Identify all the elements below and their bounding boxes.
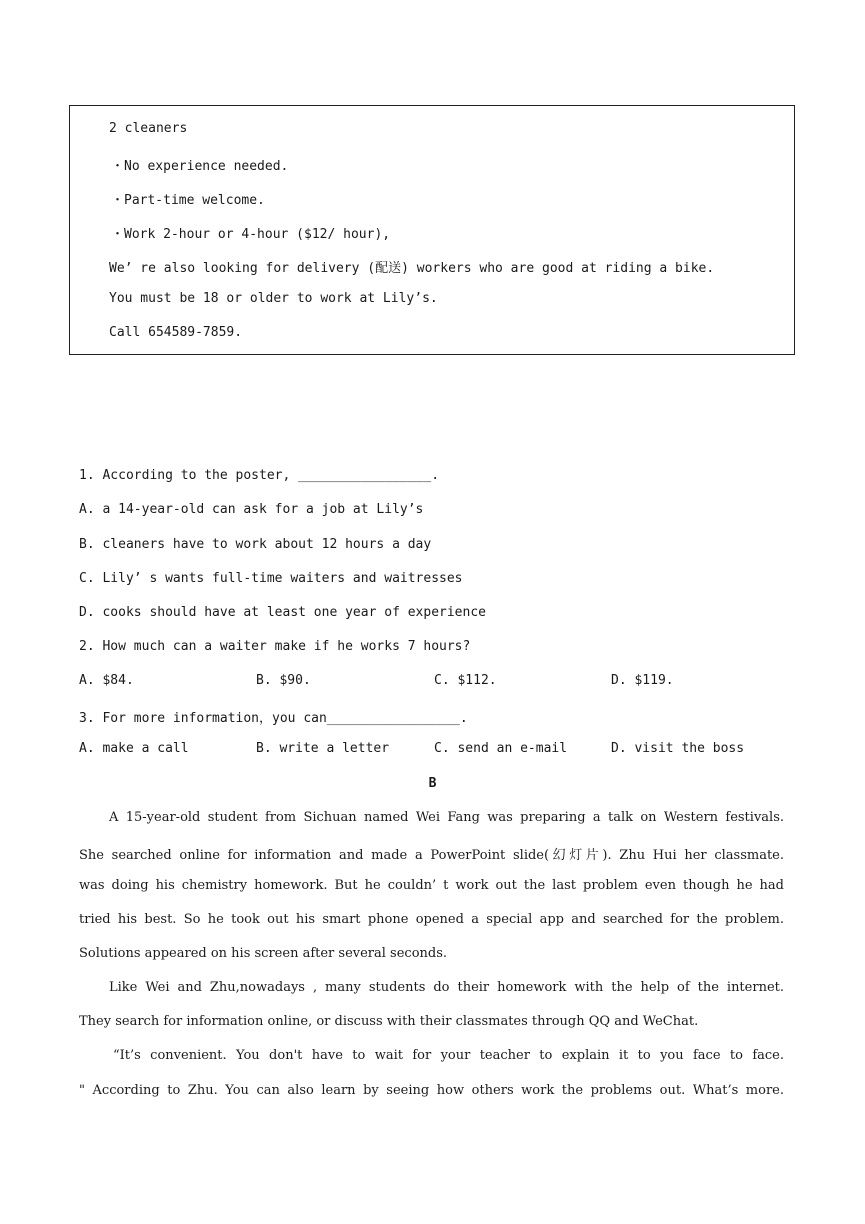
option-c: C. $112. [434,673,497,688]
passage-line: She searched online for information and made a PowerPoint slide(幻灯片). Zhu Hui her classmate. [79,848,784,863]
passage-line: They search for information online, or discuss with their classmates through QQ and WeChat. [79,1014,699,1029]
option-a: A. a 14-year-old can ask for a job at Lily’s [79,502,424,517]
option-d: D. $119. [611,673,674,688]
poster-line-delivery: We’ re also looking for delivery (配送) workers who are good at riding a bike. [109,261,715,276]
poster-line-cleaners: 2 cleaners [109,121,188,136]
poster-line-part-time: ・Part-time welcome. [111,193,265,208]
option-a: A. $84. [79,673,134,688]
option-b: B. $90. [256,673,311,688]
poster-line-no-experience: ・No experience needed. [111,159,289,174]
option-a: A. make a call [79,741,189,756]
option-b: B. cleaners have to work about 12 hours a day [79,537,432,552]
option-d: D. visit the boss [611,741,745,756]
option-c: C. Lily’ s wants full-time waiters and waitresses [79,571,463,586]
option-d: D. cooks should have at least one year of experience [79,605,486,620]
poster-line-phone: Call 654589-7859. [109,325,243,340]
poster-line-work-hours: ・Work 2-hour or 4-hour ($12/ hour), [111,227,391,242]
passage-line: Solutions appeared on his screen after several seconds. [79,946,448,961]
passage-line: “It’s convenient. You don't have to wait for your teacher to explain it to you face to face. [113,1048,784,1063]
job-poster-box [69,105,795,355]
option-c: C. send an e-mail [434,741,568,756]
poster-line-age: You must be 18 or older to work at Lily’s. [109,291,438,306]
question-stem: 2. How much can a waiter make if he works 7 hours? [79,639,471,654]
passage-line: A 15-year-old student from Sichuan named Wei Fang was preparing a talk on Western festivals. [109,810,784,825]
passage-line: " According to Zhu. You can also learn by seeing how others work the problems out. What’s more. [79,1083,784,1098]
question-stem: 3. For more information，you can_________________. [79,711,468,726]
section-b-heading: B [428,776,437,791]
option-b: B. write a letter [256,741,390,756]
passage-line: was doing his chemistry homework. But he couldn’ t work out the last problem even though he had [79,878,784,893]
passage-line: tried his best. So he took out his smart phone opened a special app and searched for the problem. [79,912,784,927]
question-stem: 1. According to the poster, _________________. [79,468,440,483]
passage-line: Like Wei and Zhu,nowadays , many students do their homework with the help of the internet. [109,980,784,995]
